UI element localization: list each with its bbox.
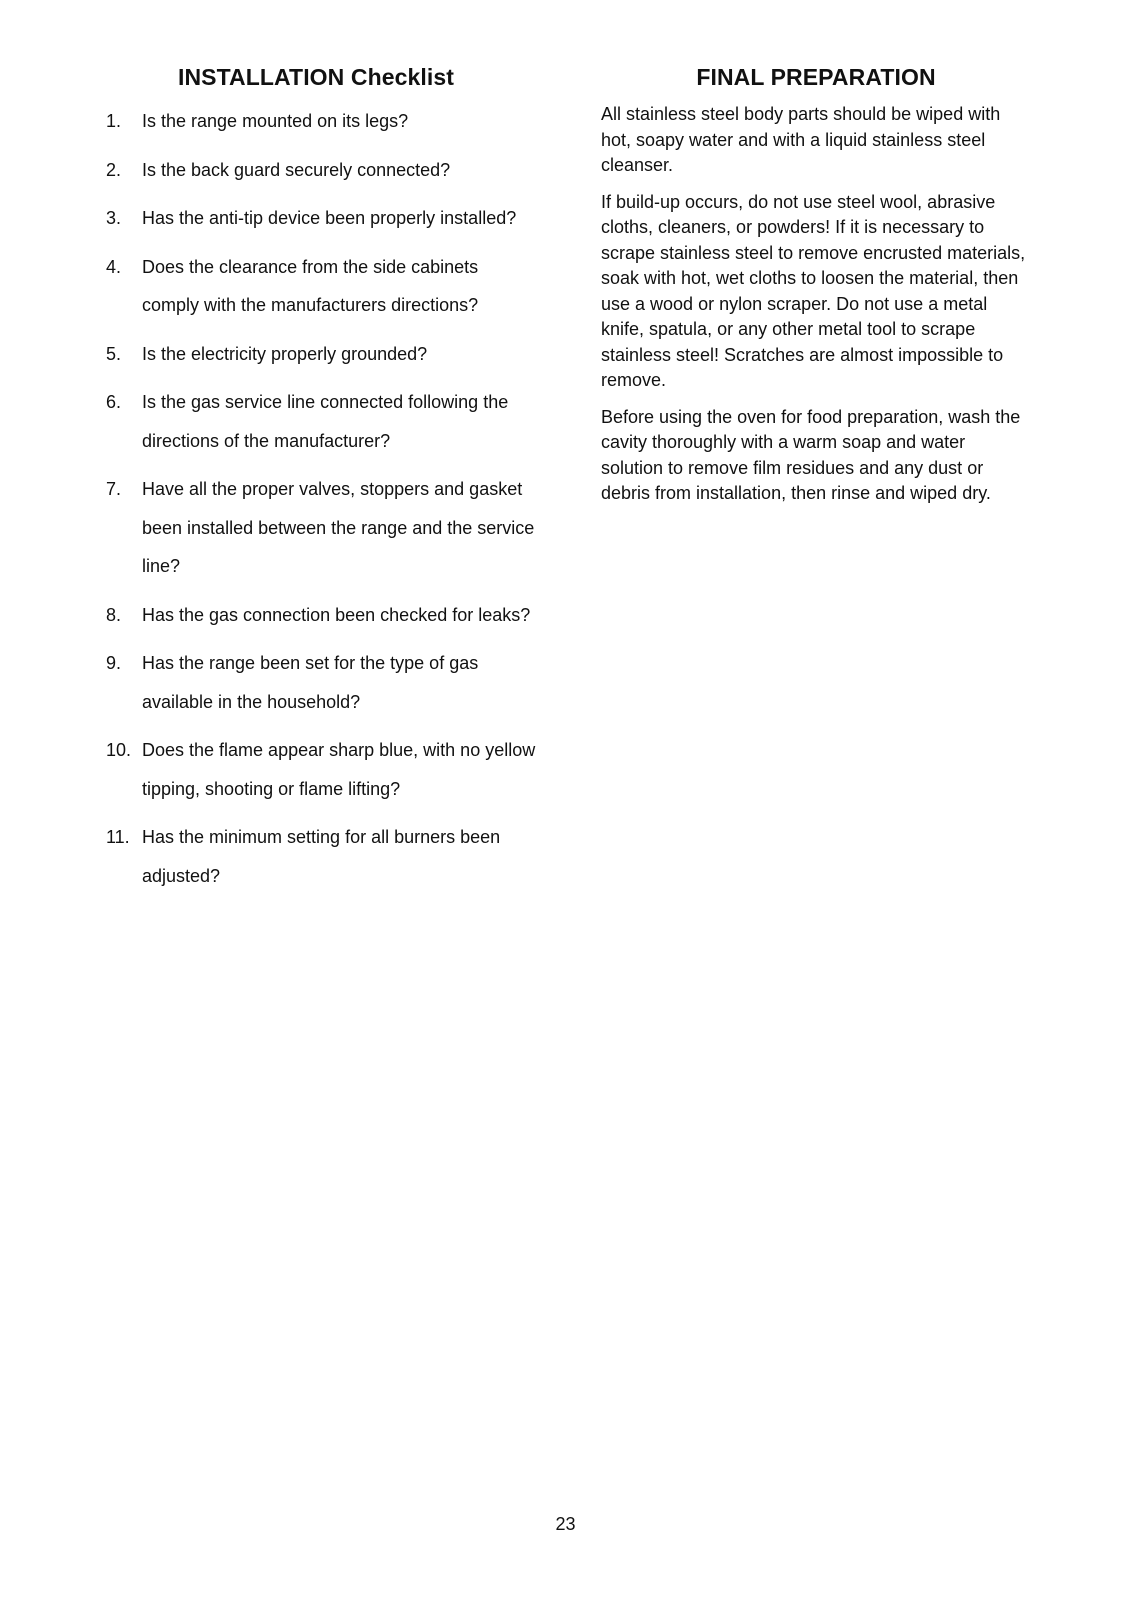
page-number: 23 xyxy=(555,1514,576,1534)
installation-checklist-title: INSTALLATION Checklist xyxy=(177,64,455,90)
checklist-item-text: Have all the proper valves, stoppers and gasket been installed between the range and the service line? xyxy=(142,479,535,576)
final-preparation-paragraph: If build-up occurs, do not use steel wool, abrasive cloths, cleaners, or powders! If it is necessary to scrape stainless steel to remove encrusted materials, soak with hot, wet cloths to loosen the material, then use a wood or nylon scraper. Do not use a metal knife, spatula, or any other metal tool to scrape stainless steel! Scratches are almost impossible to remove. xyxy=(601,191,1026,390)
checklist-item xyxy=(106,731,536,808)
checklist-item-text: Has the anti-tip device been properly installed? xyxy=(142,208,517,228)
checklist-item-text: Has the range been set for the type of gas available in the household? xyxy=(142,653,479,712)
final-preparation-title: FINAL PREPARATION xyxy=(696,64,936,90)
final-preparation-section xyxy=(601,62,1031,518)
checklist-item-text: Has the minimum setting for all burners been adjusted? xyxy=(142,827,501,886)
checklist-item-number: 8. xyxy=(106,604,122,625)
checklist-item-number: 2. xyxy=(106,159,122,180)
checklist-item-number: 3. xyxy=(106,208,122,228)
installation-checklist xyxy=(106,102,536,895)
checklist-item xyxy=(106,199,536,238)
installation-checklist-section xyxy=(106,62,536,905)
checklist-item-number: 10. xyxy=(106,740,132,760)
checklist-item-number: 6. xyxy=(106,392,122,412)
checklist-item-text: Is the electricity properly grounded? xyxy=(142,343,428,364)
checklist-item-number: 11. xyxy=(106,827,130,847)
checklist-item-number: 1. xyxy=(106,111,122,131)
checklist-item-number: 7. xyxy=(106,479,122,499)
checklist-item xyxy=(106,383,536,460)
checklist-item xyxy=(106,644,536,721)
final-preparation-paragraph: Before using the oven for food preparation, wash the cavity thoroughly with a warm soap and water solution to remove film residues and any dust or debris from installation, then rinse and wiped dry. xyxy=(601,406,1021,503)
checklist-item xyxy=(106,818,536,895)
final-preparation-paragraph: All stainless steel body parts should be wiped with hot, soapy water and with a liquid stainless steel cleanser. xyxy=(601,104,1001,175)
checklist-item-text: Is the range mounted on its legs? xyxy=(142,111,409,131)
checklist-item xyxy=(106,151,536,190)
checklist-item xyxy=(106,102,536,141)
checklist-item xyxy=(106,596,536,635)
checklist-item xyxy=(106,335,536,374)
checklist-item-text: Has the gas connection been checked for leaks? xyxy=(142,604,531,625)
checklist-item-text: Does the flame appear sharp blue, with no yellow tipping, shooting or flame lifting? xyxy=(142,740,536,799)
checklist-item-text: Does the clearance from the side cabinets comply with the manufacturers directions? xyxy=(142,256,479,315)
checklist-item-number: 4. xyxy=(106,256,122,277)
checklist-item-number: 5. xyxy=(106,343,122,364)
checklist-item-text: Is the gas service line connected following the directions of the manufacturer? xyxy=(142,392,509,451)
checklist-item xyxy=(106,248,536,325)
checklist-item xyxy=(106,470,536,586)
checklist-item-text: Is the back guard securely connected? xyxy=(142,159,451,180)
checklist-item-number: 9. xyxy=(106,653,122,673)
